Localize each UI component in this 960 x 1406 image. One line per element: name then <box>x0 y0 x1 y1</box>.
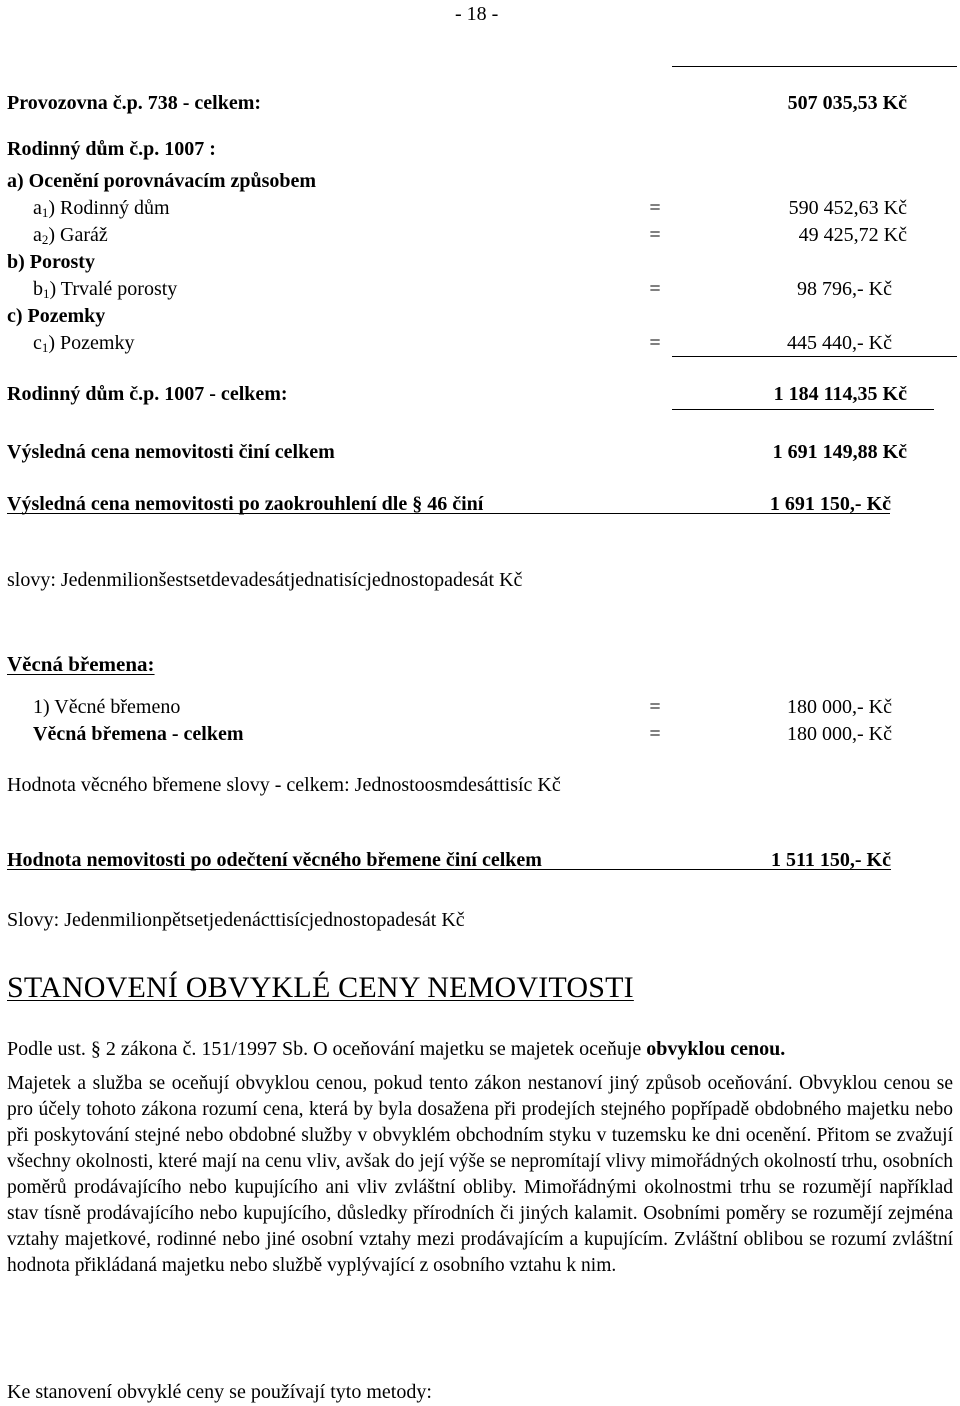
top-rule <box>672 66 957 67</box>
vecne-bremeno-equals: = <box>649 696 661 718</box>
vecna-bremena-total-value: 180 000,- Kč <box>787 723 892 745</box>
item-b1-value: 98 796,- Kč <box>797 278 892 300</box>
stanoveni-paragraph: Majetek a služba se oceňují obvyklou cenou, pokud tento zákon nestanoví jiný způsob oceňování. Obvyklou cenou se pro účely tohoto zákona rozumí cena, která by byla dosažena při prodejích stejného popřípadě obdobného majetku nebo při poskytování stejné nebo obdobné služby v obvyklém obchodním styku v tuzemsku ke dni ocenění. Přitom se zvažují všechny okolnosti, které mají na cenu vliv, avšak do její výše se nepromítají vlivy mimořádných okolností trhu, osobních poměrů prodávajícího nebo kupujícího ani vliv zvláštní obliby. Mimořádnými okolnostmi trhu se rozumějí například stav tísně prodávajícího nebo kupujícího, důsledky přírodních či jiných kalamit. Osobními poměry se rozumějí zejména vztahy majetkové, rodinné nebo jiné osobní vztahy mezi prodávajícím a kupujícím. Zvláštní oblibou se rozumí zvláštní hodnota přikládaná majetku nebo službě vyplývající z osobního vztahu k nim. <box>7 1073 953 1276</box>
rd-total-label: Rodinný dům č.p. 1007 - celkem: <box>7 383 288 405</box>
stanoveni-methods: Ke stanovení obvyklé ceny se používají tyto metody: <box>7 1381 432 1403</box>
item-c1-label: $c_1$) Pozemky <box>33 332 135 355</box>
provozovna-value: 507 035,53 Kč <box>787 92 907 114</box>
item-a1-value: 590 452,63 Kč <box>788 197 907 219</box>
item-a1-equals: = <box>649 197 661 219</box>
vecna-bremena-total-label: Věcná břemena - celkem <box>33 723 244 745</box>
rd-total-rule <box>672 409 934 410</box>
item-c1-equals: = <box>649 332 661 354</box>
slovy-2: Slovy: Jedenmilionpětsetjedenácttisícjednostopadesát Kč <box>7 909 465 931</box>
hodnota-rule <box>7 869 890 870</box>
item-a2-equals: = <box>649 224 661 246</box>
hodnota-po-odecteni-value: 1 511 150,- Kč <box>771 849 891 871</box>
vecna-bremena-slovy: Hodnota věcného břemene slovy - celkem: Jednostoosmdesáttisíc Kč <box>7 774 561 796</box>
zaokrouhleni-label: Výsledná cena nemovitosti po zaokrouhlení dle § 46 činí <box>7 493 484 515</box>
item-a1-label: $a_1$) Rodinný dům <box>33 197 170 220</box>
vysledna-cena-label: Výsledná cena nemovitosti činí celkem <box>7 441 335 463</box>
page-number: - 18 - <box>455 3 499 25</box>
vysledna-cena-value: 1 691 149,88 Kč <box>772 441 907 463</box>
vecne-bremeno-label: 1) Věcné břemeno <box>33 696 181 718</box>
vecna-bremena-heading: Věcná břemena: <box>7 652 155 676</box>
item-c1-value: 445 440,- Kč <box>787 332 892 354</box>
section-a-heading: a) Ocenění porovnávacím způsobem <box>7 170 317 192</box>
stanoveni-title: STANOVENÍ OBVYKLÉ CENY NEMOVITOSTI <box>7 971 634 1004</box>
rd-heading: Rodinný dům č.p. 1007 : <box>7 138 216 160</box>
section-b-heading: b) Porosty <box>7 251 95 273</box>
slovy-1: slovy: Jedenmilionšestsetdevadesátjednatisícjednostopadesát Kč <box>7 569 523 591</box>
item-b1-equals: = <box>649 278 661 300</box>
provozovna-label: Provozovna č.p. 738 - celkem: <box>7 92 262 114</box>
hodnota-po-odecteni-label: Hodnota nemovitosti po odečtení věcného břemene činí celkem <box>7 849 542 871</box>
zaokrouhleni-rule <box>7 513 890 514</box>
vecne-bremeno-value: 180 000,- Kč <box>787 696 892 718</box>
sum-rule <box>672 356 957 357</box>
item-b1-label: $b_1$) Trvalé porosty <box>33 278 178 301</box>
stanoveni-law-line: Podle ust. § 2 zákona č. 151/1997 Sb. O oceňování majetku se majetek oceňuje obvyklou cenou. <box>7 1038 786 1060</box>
item-a2-value: 49 425,72 Kč <box>798 224 907 246</box>
rd-total-value: 1 184 114,35 Kč <box>773 383 907 405</box>
zaokrouhleni-value: 1 691 150,- Kč <box>769 493 891 515</box>
item-a2-label: $a_2$) Garáž <box>33 224 108 247</box>
vecna-bremena-total-equals: = <box>649 723 661 745</box>
section-c-heading: c) Pozemky <box>7 305 106 327</box>
